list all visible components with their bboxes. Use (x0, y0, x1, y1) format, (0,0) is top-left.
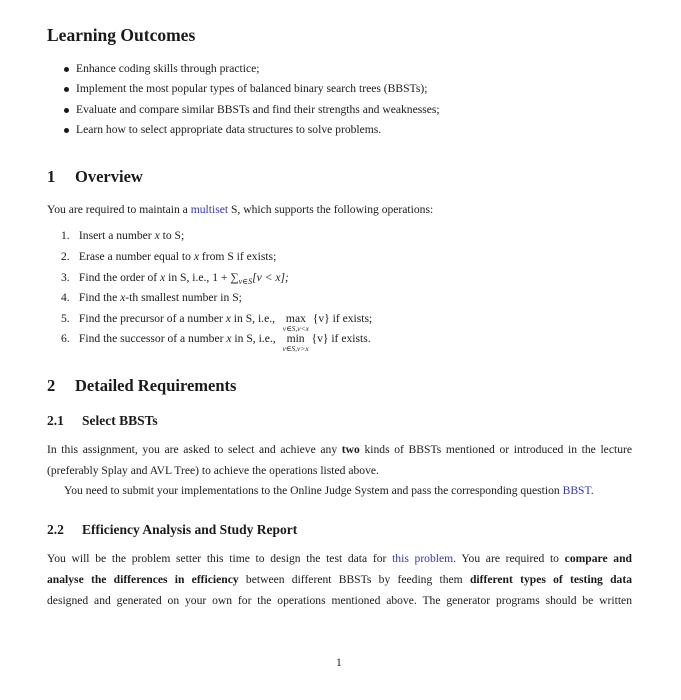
section-title-learning-outcomes: Learning Outcomes (47, 25, 196, 45)
item-number: 1. (61, 229, 70, 242)
list-item: Evaluate and compare similar BBSTs and find their strengths and weaknesses; (76, 103, 440, 116)
text: . You are required to (453, 552, 565, 565)
text: in S, i.e., 1 + ∑ (165, 271, 239, 284)
text: Find the precursor of a number (78, 312, 226, 325)
bullet-icon (64, 108, 69, 113)
text: {v} if exists. (308, 332, 371, 345)
this-problem-link[interactable]: this problem (392, 552, 454, 565)
text: in S, i.e., (231, 332, 279, 345)
math-operator: min (286, 332, 305, 345)
list-item: Learn how to select appropriate data structures to solve problems. (76, 123, 382, 136)
multiset-link[interactable]: multiset (190, 203, 229, 216)
section-title: Overview (75, 167, 143, 186)
section-title: Detailed Requirements (75, 376, 237, 395)
math: x (160, 271, 166, 284)
bold-text: compare and (564, 552, 632, 565)
item-number: 6. (61, 332, 70, 345)
text: Find the successor of a number (78, 332, 227, 345)
list-item: Implement the most popular types of balanced binary search trees (BBSTs); (76, 82, 428, 95)
math: x (120, 291, 126, 304)
text: Find the (78, 291, 121, 304)
subsection-title: Efficiency Analysis and Study Report (82, 522, 298, 537)
text: from S if exists; (199, 250, 277, 263)
list-item (61, 250, 276, 263)
item-number: 5. (61, 312, 70, 325)
item-number: 3. (61, 271, 70, 284)
subsection-heading-efficiency (47, 522, 297, 538)
text: . (590, 484, 594, 497)
list-item (61, 229, 184, 242)
bullet-icon (64, 67, 69, 72)
bold-text: two (341, 443, 360, 456)
text: {v} if exists; (309, 312, 373, 325)
text: You are required to maintain a (47, 203, 191, 216)
subsection-number: 2.1 (47, 413, 64, 428)
paragraph-line (47, 573, 632, 586)
math-subscript: v∈S,v>x (282, 344, 309, 353)
math-subscript: v∈S (238, 277, 253, 286)
bullet-icon (64, 128, 69, 133)
section-heading-requirements (47, 376, 236, 396)
paragraph-line (47, 552, 632, 565)
text: Find the order of (78, 271, 161, 284)
text: Insert a number (78, 229, 155, 242)
text: in S, i.e., (230, 312, 278, 325)
subsection-number: 2.2 (47, 522, 64, 537)
text: kinds of BBSTs mentioned or introduced in the lecture (359, 443, 632, 456)
paragraph-line: designed and generated on your own for the operations mentioned above. The generator programs should be written (47, 594, 632, 607)
text: between different BBSTs by feeding them (238, 573, 470, 586)
text: In this assignment, you are asked to select and achieve any (47, 443, 342, 456)
subsection-title: Select BBSTs (82, 413, 158, 428)
subsection-heading-select-bbsts (47, 413, 158, 429)
paragraph-line (64, 484, 594, 497)
math: [v < x]; (252, 271, 289, 284)
list-item (61, 312, 373, 333)
item-number: 4. (61, 291, 70, 304)
bbst-link[interactable]: BBST (562, 484, 591, 497)
bold-text: analyse the differences in efficiency (47, 573, 239, 586)
math-operator: max (285, 312, 306, 325)
paragraph-line: (preferably Splay and AVL Tree) to achieve the operations listed above. (47, 464, 379, 477)
text: S, which supports the following operations: (228, 203, 434, 216)
text: Erase a number equal to (78, 250, 194, 263)
paragraph-line (47, 443, 632, 456)
page-number: 1 (336, 656, 342, 669)
section-number: 2 (47, 376, 56, 395)
list-item (61, 291, 242, 304)
list-item (61, 332, 371, 353)
list-item: Enhance coding skills through practice; (76, 62, 260, 75)
text: You need to submit your implementations to the Online Judge System and pass the corresponding question (64, 484, 563, 497)
math: x (226, 332, 232, 345)
section-number: 1 (47, 167, 56, 186)
item-number: 2. (61, 250, 70, 263)
overview-intro (47, 203, 433, 216)
text: You will be the problem setter this time to design the test data for (47, 552, 393, 565)
math: x (193, 250, 199, 263)
text: to S; (159, 229, 185, 242)
bullet-icon (64, 87, 69, 92)
math: x (154, 229, 160, 242)
math: x (225, 312, 231, 325)
math-subscript: v∈S,v<x (282, 324, 310, 333)
text: -th smallest number in S; (125, 291, 242, 304)
bold-text: different types of testing data (469, 573, 632, 586)
list-item (61, 271, 289, 286)
section-heading-overview (47, 167, 143, 187)
